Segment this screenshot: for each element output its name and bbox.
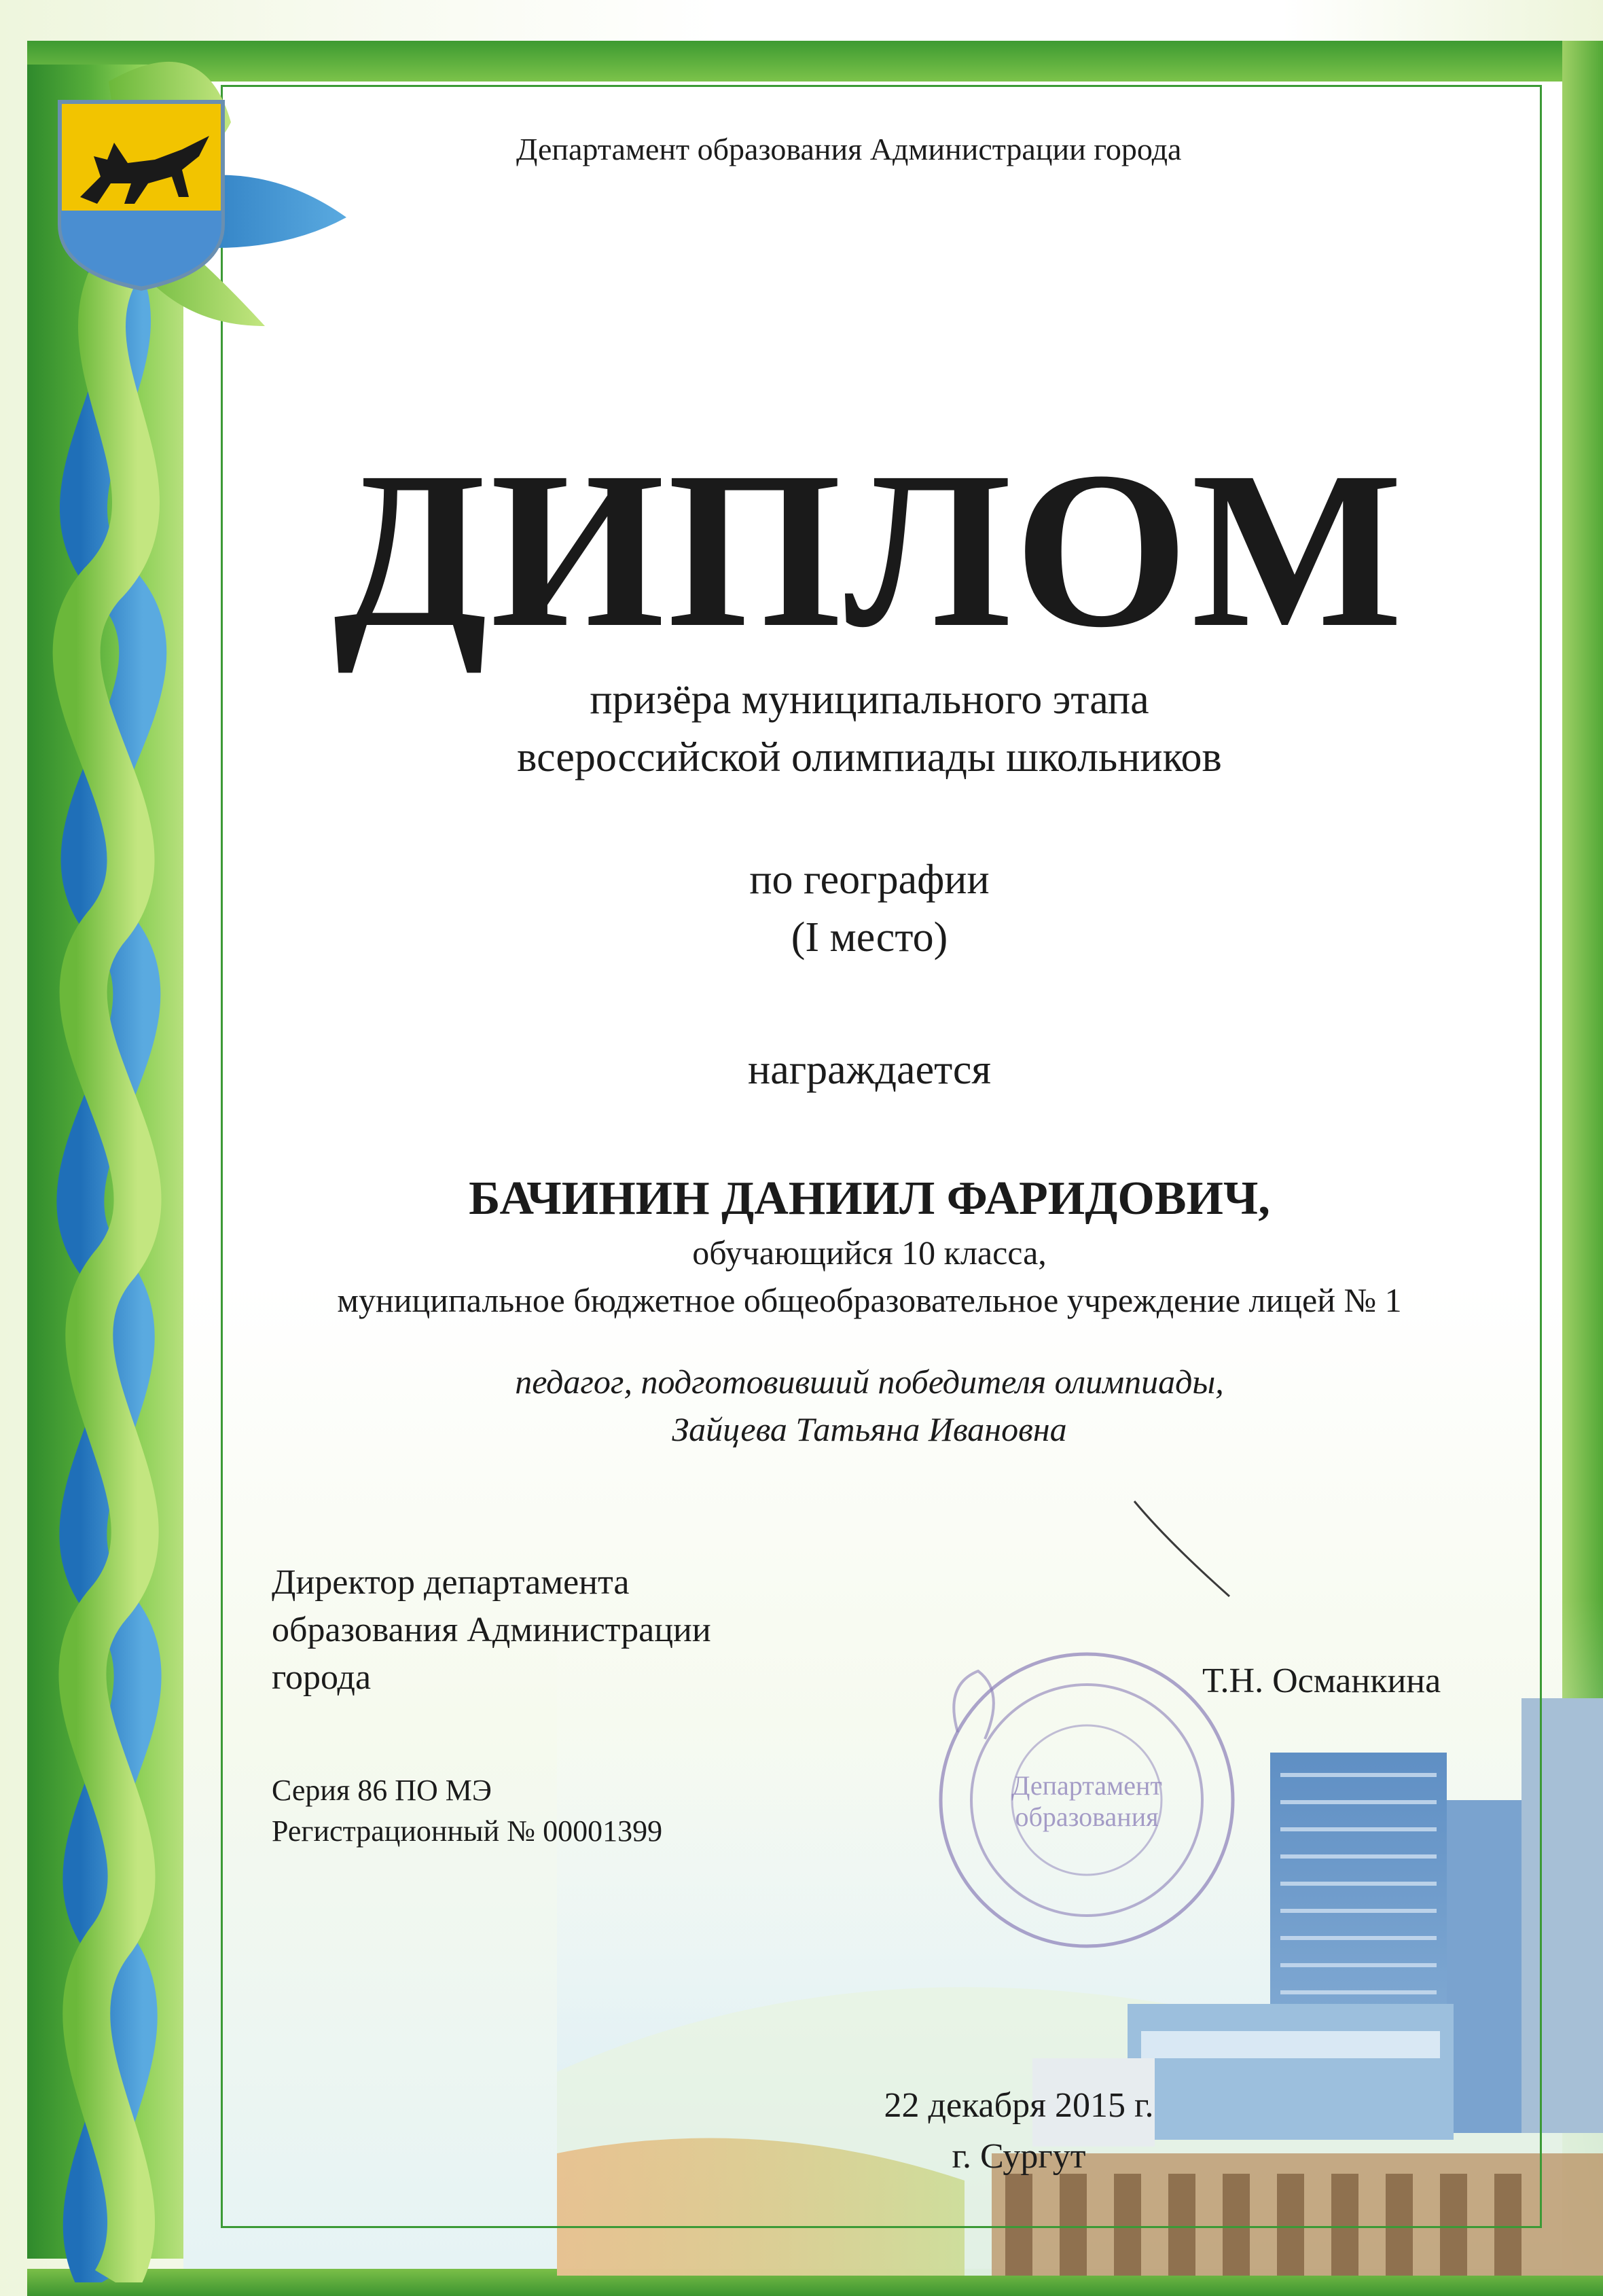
- signer-position-line2: образования Администрации: [272, 1611, 711, 1649]
- subtitle-line2: всероссийской олимпиады школьников: [517, 734, 1222, 781]
- registration-number: Регистрационный № 00001399: [272, 1814, 663, 1848]
- awarded-text: награждается: [748, 1047, 991, 1093]
- issue-date: 22 декабря 2015 г.: [884, 2086, 1154, 2125]
- stamp-text-line1: Департамент: [1011, 1770, 1162, 1801]
- place: (I место): [791, 914, 948, 961]
- issue-city: г. Сургут: [952, 2137, 1086, 2176]
- stamp-text-line2: образования: [1015, 1801, 1159, 1832]
- decorative-ribbon: [27, 41, 380, 2282]
- signer-position-line3: города: [272, 1658, 372, 1697]
- official-stamp: [931, 1644, 1243, 1956]
- recipient-school: муниципальное бюджетное общеобразовательное учреждение лицей № 1: [337, 1281, 1402, 1319]
- city-crest-fox-icon: [53, 95, 230, 292]
- department-header: Департамент образования Администрации города: [516, 132, 1182, 166]
- inner-border: [221, 85, 1542, 2228]
- teacher-name: Зайцева Татьяна Ивановна: [672, 1410, 1067, 1448]
- signer-name: Т.Н. Османкина: [1202, 1662, 1441, 1700]
- recipient-class: обучающийся 10 класса,: [692, 1234, 1047, 1272]
- series-number: Серия 86 ПО МЭ: [272, 1774, 492, 1807]
- teacher-line1: педагог, подготовивший победителя олимпиады,: [515, 1363, 1224, 1401]
- subject: по географии: [749, 857, 990, 903]
- diploma-title: ДИПЛОМ: [333, 426, 1406, 674]
- recipient-name: БАЧИНИН ДАНИИЛ ФАРИДОВИЧ,: [469, 1172, 1270, 1225]
- signature-mark: [1128, 1494, 1236, 1603]
- subtitle-line1: призёра муниципального этапа: [590, 677, 1149, 723]
- signer-position-line1: Директор департамента: [272, 1563, 630, 1602]
